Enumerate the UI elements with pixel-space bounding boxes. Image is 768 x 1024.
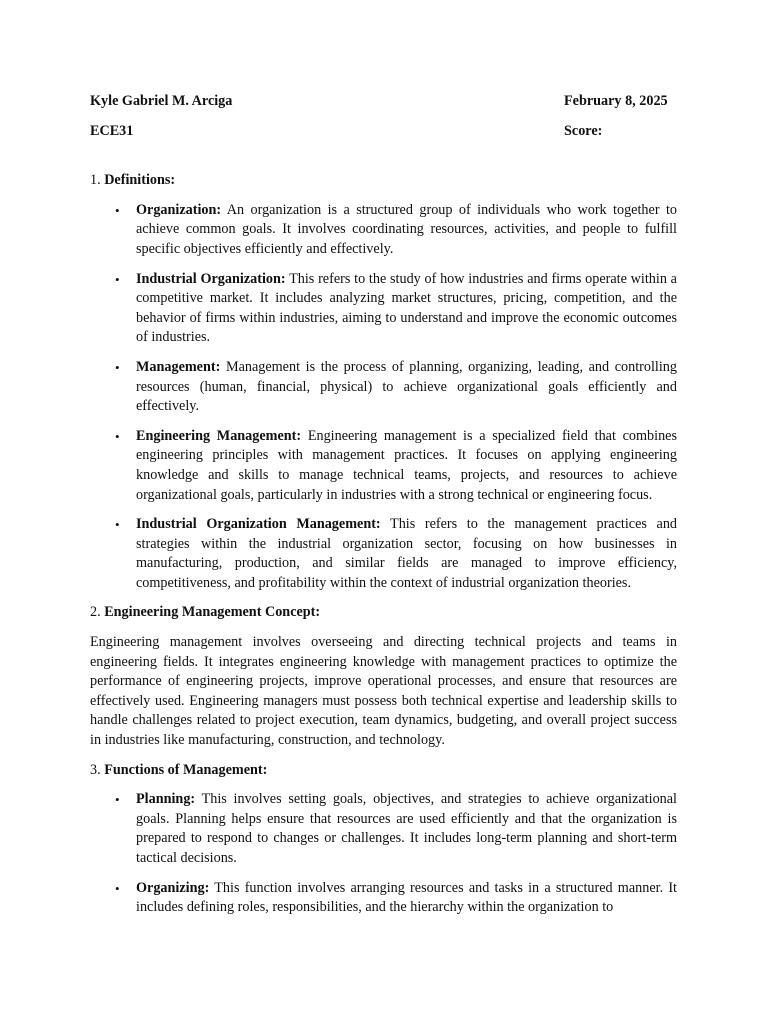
- bullet-icon: •: [115, 359, 120, 375]
- list-item: [90, 270, 677, 348]
- definition-text: This refers to the management practices and strategies within the industrial organization sector, focusing on how businesses in manufacturing, production, and similar fields are managed to improve efficiency, competitiveness, and profitability within the context of industrial organization theories.: [136, 516, 678, 591]
- definition-term: Management:: [136, 358, 221, 375]
- list-item: [90, 201, 677, 260]
- bullet-icon: •: [115, 428, 120, 444]
- document-page: [90, 92, 677, 918]
- score-label: Score:: [564, 122, 603, 139]
- list-item: [90, 879, 677, 918]
- definition-term: Industrial Organization Management:: [136, 516, 381, 533]
- definitions-list: [90, 201, 677, 594]
- header-row-2: [90, 122, 677, 142]
- course-code: ECE31: [90, 122, 134, 139]
- definition-text: This refers to the study of how industries and firms operate within a competitive market. It includes analyzing market structures, pricing, competition, and the behavior of firms within industries, aiming to understand and improve the economic outcomes of industries.: [136, 270, 677, 346]
- bullet-icon: •: [115, 517, 120, 533]
- list-item: [90, 427, 677, 505]
- concept-paragraph: Engineering management involves overseeing and directing technical projects and teams in engineering fields. It integrates engineering knowledge with management practices to optimize the performance of engineering projects, improve operational processes, and ensure that resources are effectively used. Engineering managers must possess both technical expertise and leadership skills to handle challenges related to project execution, team dynamics, budgeting, and overall project success in industries like manufacturing, construction, and technology.: [90, 634, 677, 749]
- section-1-title: Definitions:: [104, 172, 176, 189]
- list-item: [90, 358, 677, 417]
- function-text: This involves setting goals, objectives, and strategies to achieve organizational goals. Planning helps ensure that resources are used efficiently and that the organization is prepared to respond to changes or challenges. It includes long-term planning and short-term tactical decisions.: [136, 791, 677, 866]
- bullet-icon: •: [115, 271, 120, 287]
- section-2-title: Engineering Management Concept:: [104, 604, 321, 621]
- functions-list: [90, 790, 677, 918]
- document-date: February 8, 2025: [564, 93, 668, 109]
- function-term: Organizing:: [136, 879, 210, 896]
- bullet-icon: •: [115, 202, 120, 218]
- definition-term: Industrial Organization:: [136, 270, 286, 287]
- definition-term: Engineering Management:: [136, 427, 302, 444]
- section-3-title: Functions of Management:: [104, 761, 268, 778]
- definition-text: An organization is a structured group of individuals who work together to achieve common goals. It involves coordinating resources, activities, and people to fulfill specific objectives efficiently and effectively.: [136, 201, 677, 257]
- student-name: Kyle Gabriel M. Arciga: [90, 93, 233, 109]
- section-3-heading: [90, 761, 677, 781]
- section-1-heading: [90, 171, 677, 191]
- bullet-icon: •: [115, 792, 120, 808]
- definition-text: Management is the process of planning, organizing, leading, and controlling resources (human, financial, physical) to achieve organizational goals efficiently and effectively.: [136, 358, 677, 415]
- function-term: Planning:: [136, 791, 196, 808]
- section-3-number: 3.: [90, 761, 101, 778]
- header-row-1: [90, 92, 677, 112]
- section-2-heading: [90, 603, 677, 623]
- bullet-icon: •: [115, 880, 120, 896]
- section-1-number: 1.: [90, 172, 101, 189]
- definition-text: Engineering management is a specialized field that combines engineering principles with management practices. It focuses on applying engineering knowledge and skills to manage technical teams, projects, and resources to achieve organizational goals, particularly in industries with a strong technical or engineering focus.: [136, 427, 677, 503]
- list-item: [90, 790, 677, 868]
- list-item: [90, 515, 677, 593]
- definition-term: Organization:: [136, 201, 222, 218]
- section-2-number: 2.: [90, 604, 101, 621]
- function-text: This function involves arranging resources and tasks in a structured manner. It includes defining roles, responsibilities, and the hierarchy within the organization to: [136, 879, 677, 916]
